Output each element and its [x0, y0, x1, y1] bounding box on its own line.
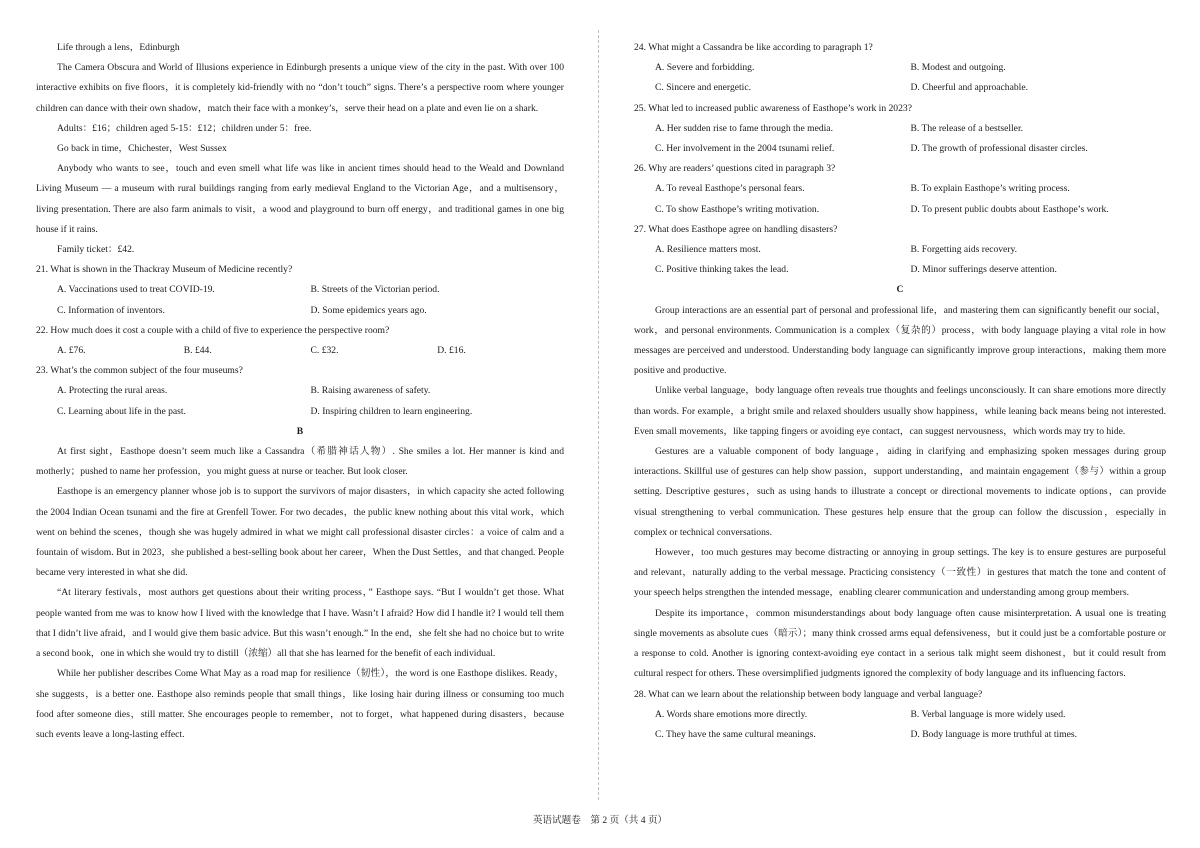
question-stem: 26. Why are readers’ questions cited in paragraph 3? [634, 163, 836, 175]
question-25 [634, 99, 1166, 160]
paragraph: However，too much gestures may become distracting or annoying in group settings. The key is to ensure gestures are purposeful and relevant，naturally adding to the verbal message. Practicing consistency（一致性）in gestures that match the tone and content of your speech helps strengthen the intended message，enabling clearer communication and understanding among group members. [634, 547, 1166, 599]
option: C. Her involvement in the 2004 tsunami relief. [655, 143, 835, 155]
option: C. To show Easthope’s writing motivation. [655, 203, 820, 215]
question-stem: 24. What might a Cassandra be like according to paragraph 1? [634, 42, 873, 53]
heading-chichester: Go back in time，Chichester，West Sussex [57, 143, 227, 155]
question-22 [36, 321, 564, 361]
paragraph: Anybody who wants to see，touch and even smell what life was like in ancient times should head to the Weald and Downland Living Museum — a museum with rural buildings ranging from early medieval England to the Victorian Age，and a multisensory，living presentation. There are also farm animals to visit，a wood and playground to burn off energy，and traditional games in one big house if it rains. [36, 163, 564, 235]
paragraph: While her publisher describes Come What May as a road map for resilience（韧性），the word is one Easthope dislikes. Ready，she suggests，is a better one. Easthope also reminds people that small things，like losing hair during illness or consuming too much food after someone dies，still matter. She encourages people to remember，not to forget，what happened during disasters，because such events leave a long-lasting effect. [36, 668, 564, 740]
option: B. Modest and outgoing. [910, 62, 1006, 74]
option: C. Sincere and energetic. [655, 82, 751, 94]
option: A. Vaccinations used to treat COVID-19. [57, 284, 215, 296]
paragraph: Despite its importance，common misunderstandings about body language often cause misinterpretation. A usual one is treating single movements as absolute cues（暗示）；many think crossed arms equal defensiveness，but it could just be a comfortable posture or a response to cold. Another is ignoring context-avoiding eye contact in a serious talk might seem dishonest，but it could result from cultural respect for others. These oversimplified judgments ignored the complexity of body language and its influencing factors. [634, 607, 1166, 680]
paragraph: Easthope is an emergency planner whose job is to support the survivors of major disasters，in which capacity she acted following the 2004 Indian Ocean tsunami and the fire at Grenfell Tower. For two decades，the public knew nothing about this vital work，which went on behind the scenes，though she was hugely admired in what we might call professional disaster circles：a voice of calm and a fountain of wisdom. But in 2023，she published a best-selling book about her career，When the Dust Settles，and that changed. People became very interested in what she did. [36, 486, 564, 579]
question-stem: 23. What’s the common subject of the four museums? [36, 365, 243, 377]
price-line: Family ticket：£42. [57, 244, 135, 256]
option: B. Raising awareness of safety. [310, 385, 431, 397]
option: B. Streets of the Victorian period. [310, 284, 440, 296]
page-footer: 英语试题卷 第 2 页（共 4 页） [532, 815, 668, 826]
option: A. £76. [57, 345, 86, 357]
paragraph: The Camera Obscura and World of Illusions experience in Edinburgh presents a unique view of the city in the past. With over 100 interactive exhibits on five floors，it is completely kid-friendly with no “don’t touch” signs. There’s a perspective room where younger children can dance with their own shadow，match their face with a monkey’s，serve their head on a plate and even lie on a shark. [36, 62, 564, 114]
option: D. To present public doubts about Easthope’s work. [910, 203, 1109, 215]
paragraph: Unlike verbal language，body language often reveals true thoughts and feelings unconsciously. It can share emotions more directly than words. For example，a bright smile and relaxed shoulders usually show happiness，while leaning back means being not interested. Even small movements，like tapping fingers or avoiding eye contact，can suggest nervousness，which words may try to hide. [634, 385, 1166, 437]
option: B. To explain Easthope’s writing process. [910, 183, 1070, 195]
option: C. Learning about life in the past. [57, 405, 186, 417]
option: A. Words share emotions more directly. [655, 708, 808, 720]
option: D. £16. [437, 345, 466, 357]
question-26 [634, 159, 1166, 220]
option: D. Inspiring children to learn engineering. [310, 405, 473, 417]
paragraph: Gestures are a valuable component of body language，aiding in clarifying and emphasizing spoken messages during group interactions. Skillful use of gestures can help show passion，support understanding，and maintain engagement（参与）within a group setting. Descriptive gestures，such as using hands to illustrate a concept or directional movements to indicate options，can provide visual strengthening to verbal communication. These gestures help ensure that the group can follow the discussion，especially in complex or technical conversations. [634, 446, 1166, 538]
option: D. Minor sufferings deserve attention. [910, 264, 1057, 276]
option: D. Cheerful and approachable. [910, 82, 1028, 94]
option: D. Some epidemics years ago. [310, 304, 427, 316]
option: B. Forgetting aids recovery. [910, 244, 1018, 256]
left-column [36, 38, 564, 745]
question-stem: 28. What can we learn about the relationship between body language and verbal language? [634, 688, 983, 700]
option: C. Information of inventors. [57, 304, 165, 316]
question-24 [634, 38, 1166, 99]
option: A. Severe and forbidding. [655, 62, 755, 74]
option: C. £32. [310, 345, 339, 357]
column-divider [598, 30, 599, 800]
option: A. Protecting the rural areas. [57, 385, 168, 397]
option: C. They have the same cultural meanings. [655, 728, 816, 740]
option: B. Verbal language is more widely used. [910, 708, 1066, 720]
option: B. The release of a bestseller. [910, 122, 1024, 134]
paragraph: “At literary festivals，most authors get questions about their writing process，” Easthope says. “But I wouldn’t get those. What people wanted from me was to know how I lived with the knowledge that I have. Wasn’t I afraid? How did I handle it? I would tell them that I didn’t live afraid，and I would give them basic advice. But this wasn’t enough.” In the end，she felt she had no choice but to write a second book，one in which she would try to distill（浓缩）all that she has learned for the benefit of each individual. [36, 587, 564, 660]
option: D. The growth of professional disaster circles. [910, 143, 1088, 155]
question-23 [36, 361, 564, 422]
paragraph: At first sight，Easthope doesn’t seem much like a Cassandra（希腊神话人物）. She smiles a lot. Her manner is kind and motherly；pushed to name her profession，you might guess at nurse or teacher. But look closer. [36, 446, 564, 478]
paragraph: Group interactions are an essential part of personal and professional life，and mastering them can significantly benefit our social，work，and personal environments. Communication is a complex（复杂的）process，with body language playing a vital role in how messages are perceived and understood. Understanding body language can significantly improve group interactions，making them more positive and productive. [634, 304, 1166, 377]
option: D. Body language is more truthful at times. [910, 728, 1078, 740]
question-stem: 22. How much does it cost a couple with a child of five to experience the perspective room? [36, 324, 390, 336]
option: A. To reveal Easthope’s personal fears. [655, 183, 805, 195]
option: B. £44. [183, 345, 212, 357]
option: A. Her sudden rise to fame through the media. [655, 122, 833, 134]
section-heading-b: B [296, 425, 304, 437]
price-line: Adults：£16；children aged 5-15：£12；children under 5：free. [57, 122, 312, 134]
question-28 [634, 685, 1166, 746]
question-27 [634, 220, 1166, 281]
question-stem: 25. What led to increased public awareness of Easthope’s work in 2023? [634, 102, 912, 114]
heading-edinburgh: Life through a lens，Edinburgh [57, 42, 180, 53]
right-column [634, 38, 1166, 745]
option: C. Positive thinking takes the lead. [655, 264, 789, 276]
section-heading-c: C [896, 284, 904, 296]
question-stem: 21. What is shown in the Thackray Museum of Medicine recently? [36, 264, 293, 276]
question-stem: 27. What does Easthope agree on handling disasters? [634, 223, 838, 235]
option: A. Resilience matters most. [655, 244, 761, 256]
question-21 [36, 260, 564, 321]
